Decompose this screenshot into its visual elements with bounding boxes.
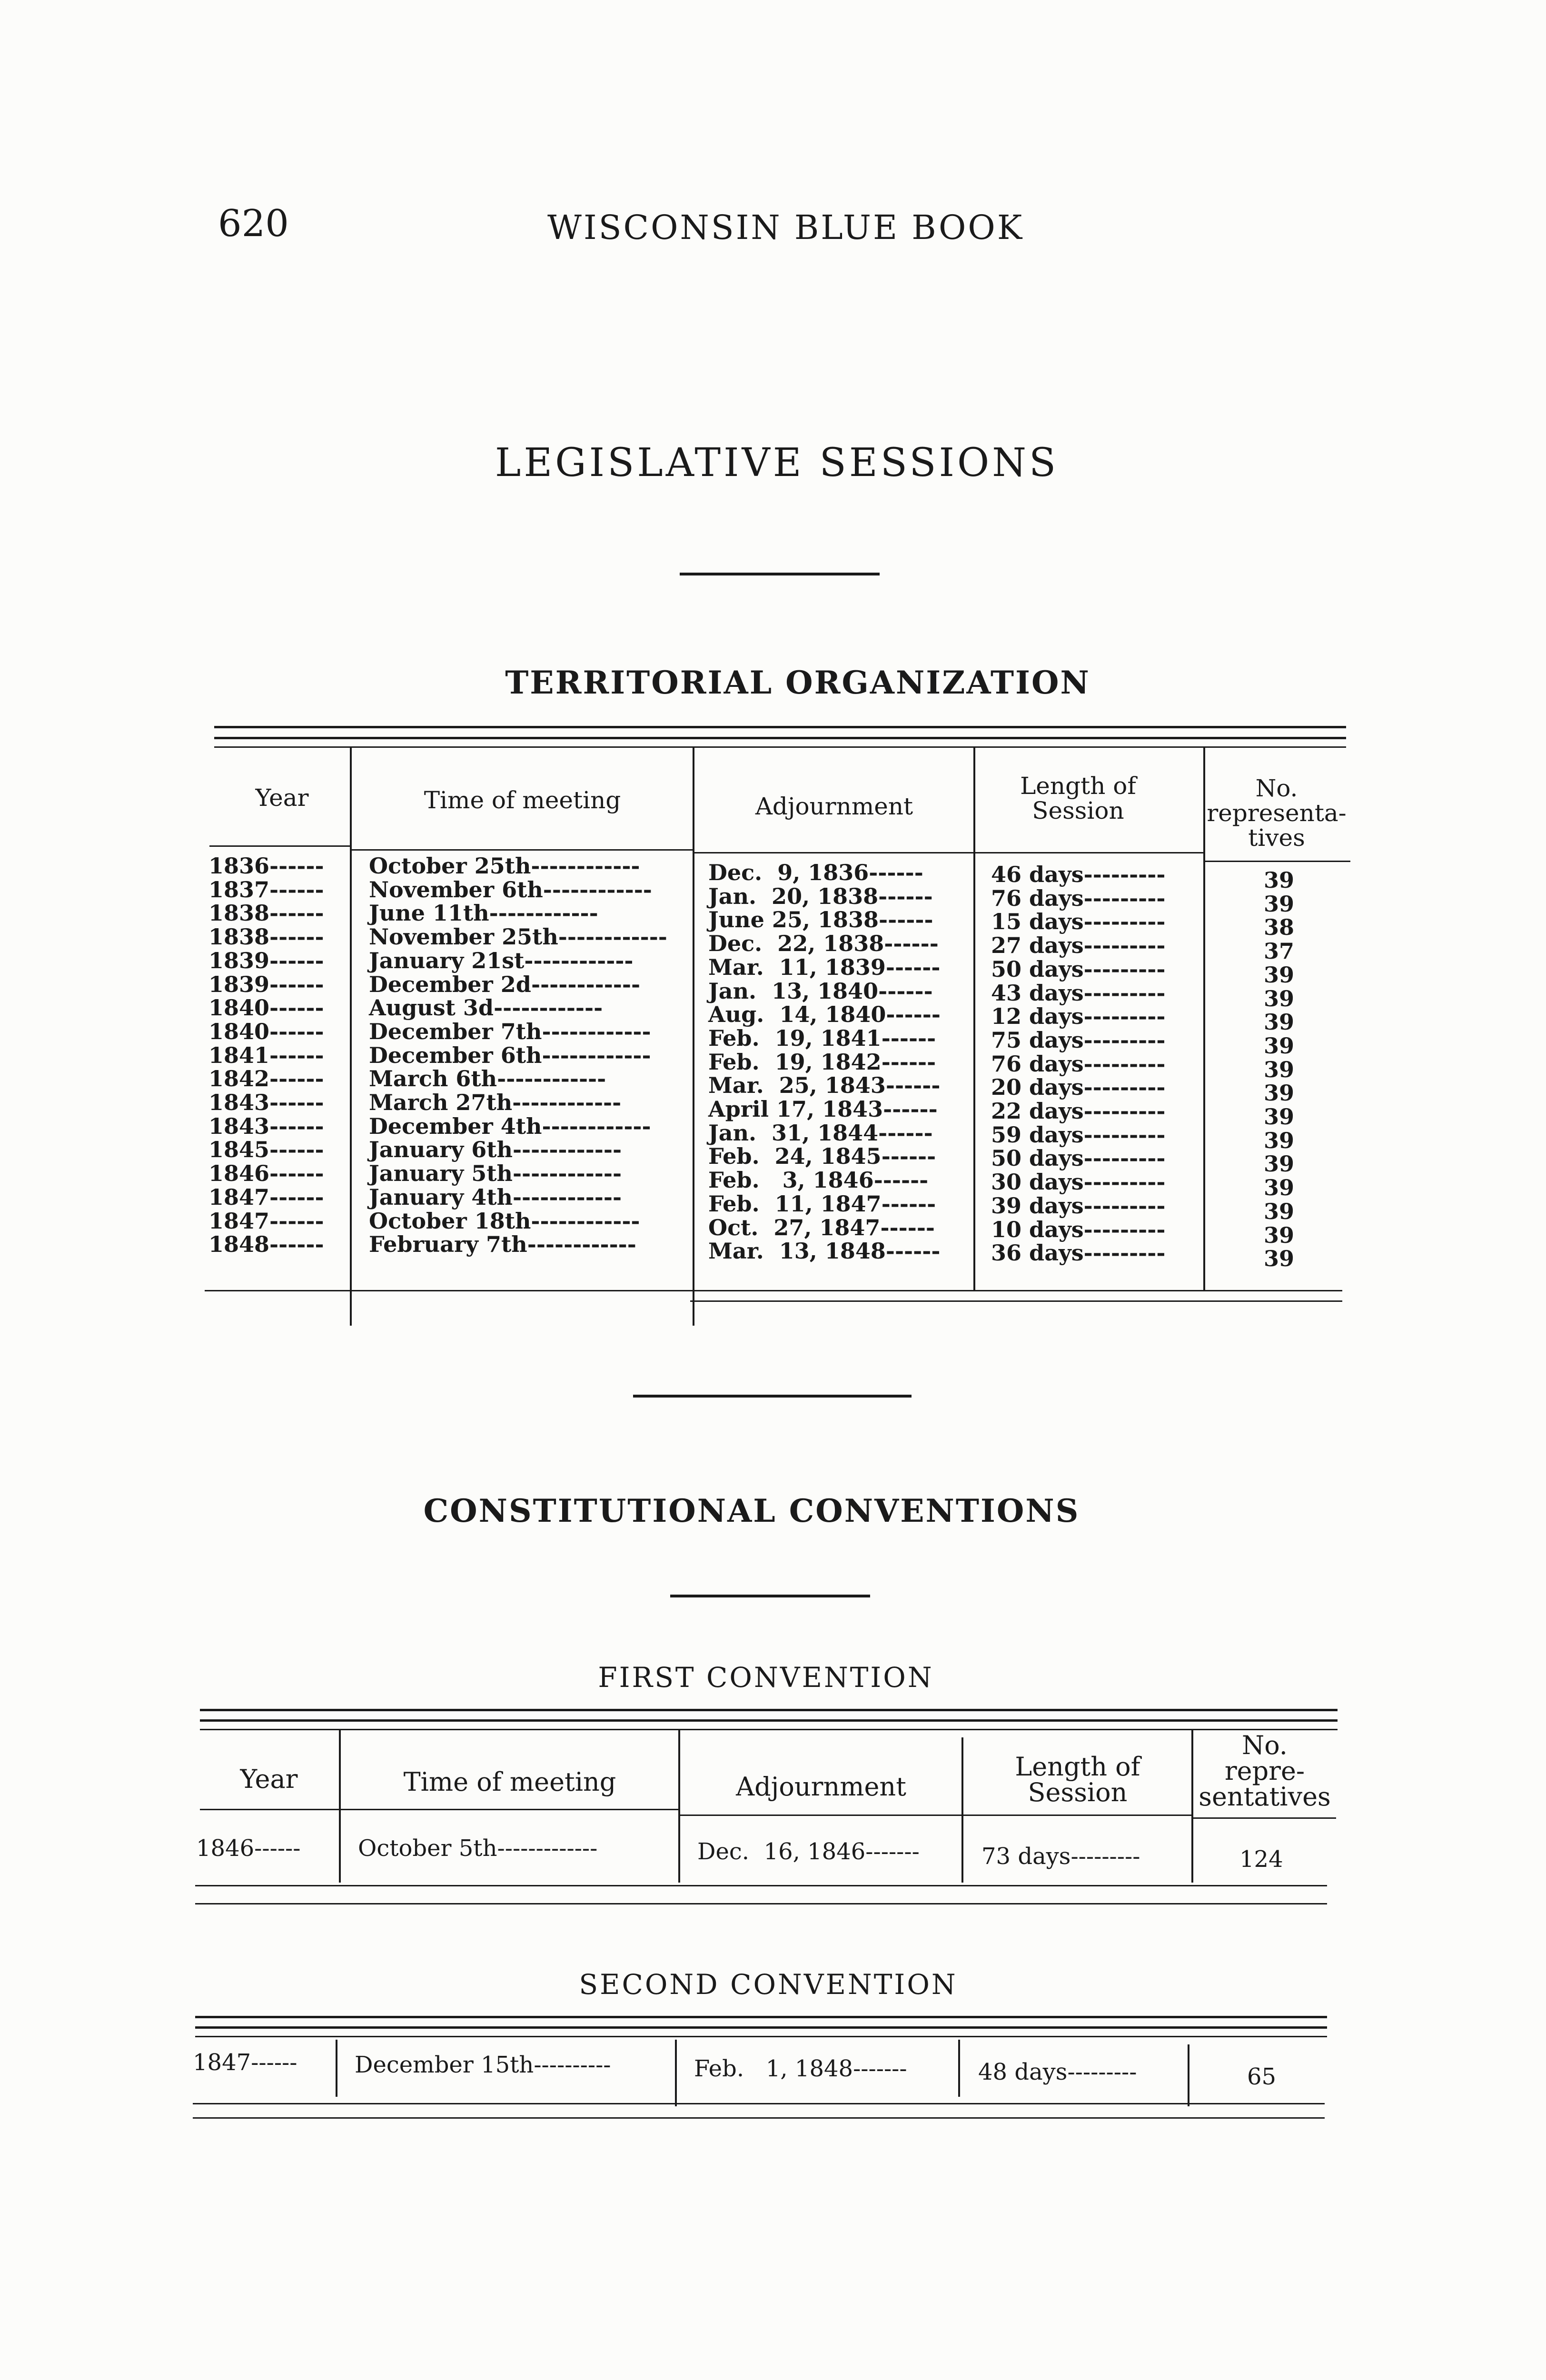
col-divider xyxy=(958,2040,960,2097)
first-year: 1846------ xyxy=(196,1835,301,1862)
table-bottom-rule xyxy=(195,1903,1327,1904)
cell-year-value: 1847 xyxy=(208,1184,270,1210)
cell-length: 75 days--------- xyxy=(991,1027,1166,1053)
page-title xyxy=(0,440,1546,486)
cell-reps-value: 39 xyxy=(1264,962,1295,988)
cell-year-value: 1848 xyxy=(208,1231,270,1258)
cell-meeting: August 3d------------ xyxy=(369,995,603,1021)
header-rule xyxy=(1205,861,1350,862)
cell-year-value: 1842 xyxy=(208,1066,270,1092)
cell-reps xyxy=(1264,940,1294,963)
cell-year-value: 1843 xyxy=(208,1090,270,1115)
cell-meeting: January 4th------------ xyxy=(369,1184,622,1210)
cell-meeting-value: October 25th xyxy=(369,853,531,879)
cell-adjournment: Mar. 25, 1843------ xyxy=(708,1072,941,1099)
cell-meeting: October 25th------------ xyxy=(369,853,640,879)
cell-adjournment: Feb. 3, 1846------ xyxy=(708,1167,929,1193)
cell-year-value: 1839 xyxy=(208,947,270,973)
cell-length-value: 20 days xyxy=(991,1074,1084,1101)
second-year: 1847------ xyxy=(193,2049,297,2076)
cell-year: 1842------ xyxy=(208,1066,324,1092)
cell-reps-value: 39 xyxy=(1264,891,1295,917)
cell-length-value: 30 days xyxy=(991,1169,1084,1195)
table-bottom-rule xyxy=(690,1300,1342,1302)
cell-meeting-value: February 7th xyxy=(369,1231,527,1258)
header-rule xyxy=(680,1815,961,1816)
cell-length: 27 days--------- xyxy=(991,932,1166,959)
cell-year: 1847------ xyxy=(208,1184,324,1210)
cell-adjournment: Dec. 22, 1838------ xyxy=(708,931,939,957)
cell-year-value: 1840 xyxy=(208,995,270,1021)
cell-meeting: January 5th------------ xyxy=(369,1160,622,1187)
cell-year: 1840------ xyxy=(208,995,324,1021)
cell-meeting: February 7th------------ xyxy=(369,1231,636,1258)
cell-reps xyxy=(1264,1105,1294,1129)
cell-length-value: 15 days xyxy=(991,909,1084,935)
table-bottom-rule xyxy=(193,2103,1325,2104)
cell-adjournment-value: Jan. 31, 1844 xyxy=(708,1120,879,1146)
cell-adjournment-value: Mar. 25, 1843 xyxy=(708,1072,886,1099)
cell-year-value: 1847 xyxy=(208,1208,270,1234)
cell-adjournment-value: Feb. 11, 1847 xyxy=(708,1190,882,1217)
col-header-length: Length of Session xyxy=(1015,1752,1140,1807)
cell-adjournment-value: Feb. 19, 1842 xyxy=(708,1049,882,1075)
cell-adjournment-value: Jan. 13, 1840 xyxy=(708,978,879,1004)
cell-adjournment: Feb. 24, 1845------ xyxy=(708,1143,936,1170)
cell-reps xyxy=(1264,1152,1294,1176)
col-header-adjournment: Adjournment xyxy=(736,1772,906,1802)
cell-length: 22 days--------- xyxy=(991,1098,1166,1124)
cell-adjournment: Jan. 13, 1840------ xyxy=(708,978,933,1004)
cell-meeting: December 2d------------ xyxy=(369,971,641,997)
table-top-rule-3 xyxy=(214,746,1346,748)
cell-year: 1839------ xyxy=(208,947,324,973)
second-length: 48 days--------- xyxy=(978,2059,1137,2085)
table-top-rule-3 xyxy=(195,2036,1327,2037)
cell-length: 76 days--------- xyxy=(991,885,1166,911)
cell-reps-value: 39 xyxy=(1264,1222,1295,1248)
page-number: 620 xyxy=(218,202,289,245)
col-divider xyxy=(1188,2044,1189,2106)
cell-meeting-value: June 11th xyxy=(369,900,489,926)
col-header-reps: No. repre- sentatives xyxy=(1199,1730,1331,1812)
cell-adjournment-value: Oct. 27, 1847 xyxy=(708,1214,881,1240)
cell-meeting: December 6th------------ xyxy=(369,1042,651,1068)
cell-year: 1840------ xyxy=(208,1018,324,1044)
cell-adjournment: June 25, 1838------ xyxy=(708,907,933,933)
cell-length-value: 75 days xyxy=(991,1027,1084,1053)
cell-meeting-value: November 6th xyxy=(369,876,543,902)
cell-length: 39 days--------- xyxy=(991,1192,1166,1219)
table-top-rule-3 xyxy=(200,1729,1338,1730)
cell-meeting-value: December 7th xyxy=(369,1018,542,1044)
second-reps: 65 xyxy=(1247,2063,1277,2090)
col-header-year: Year xyxy=(240,1764,298,1794)
cell-adjournment-value: Jan. 20, 1838 xyxy=(708,883,879,909)
cell-adjournment-value: Feb. 24, 1845 xyxy=(708,1143,882,1170)
cell-year: 1838------ xyxy=(208,924,324,950)
cell-reps-value: 39 xyxy=(1264,1009,1295,1035)
cell-reps-value: 39 xyxy=(1264,1032,1295,1059)
cell-meeting: December 7th------------ xyxy=(369,1018,651,1044)
cell-year: 1839------ xyxy=(208,971,324,997)
second-convention-heading: SECOND CONVENTION xyxy=(579,1968,958,2001)
first-convention-heading: FIRST CONVENTION xyxy=(598,1661,934,1694)
cell-reps-value: 37 xyxy=(1264,938,1295,964)
first-length: 73 days--------- xyxy=(981,1843,1140,1870)
cell-reps xyxy=(1264,1176,1294,1200)
cell-meeting: October 18th------------ xyxy=(369,1208,640,1234)
cell-reps-value: 39 xyxy=(1264,1127,1295,1153)
col-header-length: Length of Session xyxy=(1020,772,1136,824)
cell-reps xyxy=(1264,1247,1294,1271)
col-divider xyxy=(973,747,975,1290)
cell-meeting-value: January 6th xyxy=(369,1137,513,1163)
cell-reps-value: 39 xyxy=(1264,1080,1295,1106)
cell-meeting-value: August 3d xyxy=(369,995,494,1021)
cell-year-value: 1845 xyxy=(208,1137,270,1163)
cell-adjournment-value: Dec. 9, 1836 xyxy=(708,860,869,885)
header-rule xyxy=(1193,1817,1336,1819)
col-header-meeting: Time of meeting xyxy=(424,786,621,814)
second-length-value: 48 days xyxy=(978,2059,1068,2085)
table-top-rule-2 xyxy=(195,2026,1327,2029)
header-rule xyxy=(975,852,1203,853)
cell-length: 36 days--------- xyxy=(991,1240,1166,1266)
cell-year: 1841------ xyxy=(208,1042,324,1068)
cell-reps-value: 39 xyxy=(1264,985,1295,1012)
cell-length: 43 days--------- xyxy=(991,980,1166,1006)
cell-adjournment-value: Mar. 13, 1848 xyxy=(708,1238,886,1264)
cell-meeting: March 6th------------ xyxy=(369,1066,606,1092)
cell-meeting-value: December 2d xyxy=(369,971,531,997)
cell-meeting-value: December 4th xyxy=(369,1113,542,1139)
col-divider xyxy=(693,747,694,1326)
cell-year: 1843------ xyxy=(208,1113,324,1139)
header-rule xyxy=(209,845,351,847)
cell-length: 50 days--------- xyxy=(991,1145,1166,1171)
cell-meeting-value: January 5th xyxy=(369,1160,513,1187)
cell-year-value: 1837 xyxy=(208,876,270,902)
cell-meeting-value: January 4th xyxy=(369,1184,513,1210)
cell-length-value: 22 days xyxy=(991,1098,1084,1124)
col-divider xyxy=(350,747,352,1326)
cell-reps xyxy=(1264,1081,1294,1105)
cell-length: 46 days--------- xyxy=(991,862,1166,887)
table-top-rule-2 xyxy=(200,1719,1338,1722)
cell-meeting-value: March 6th xyxy=(369,1066,497,1092)
cell-reps xyxy=(1264,916,1294,940)
cell-reps xyxy=(1264,987,1294,1011)
second-year-value: 1847 xyxy=(193,2049,251,2076)
cell-length-value: 12 days xyxy=(991,1003,1084,1030)
cell-adjournment-value: Aug. 14, 1840 xyxy=(708,1002,886,1028)
cell-year: 1847------ xyxy=(208,1208,324,1234)
section-rule xyxy=(633,1395,912,1398)
cell-length: 30 days--------- xyxy=(991,1169,1166,1195)
second-meeting: December 15th---------- xyxy=(355,2052,611,2078)
cell-length: 76 days--------- xyxy=(991,1051,1166,1077)
cell-length: 59 days--------- xyxy=(991,1121,1166,1148)
cell-meeting-value: November 25th xyxy=(369,924,558,950)
cell-year: 1836------ xyxy=(208,853,324,879)
cell-adjournment-value: Dec. 22, 1838 xyxy=(708,931,884,957)
cell-reps xyxy=(1264,1129,1294,1153)
cell-adjournment: Dec. 9, 1836------ xyxy=(708,860,923,885)
cell-year: 1837------ xyxy=(208,876,324,902)
col-header-year: Year xyxy=(255,784,309,812)
cell-reps xyxy=(1264,1224,1294,1248)
cell-adjournment-value: April 17, 1843 xyxy=(708,1096,883,1122)
cell-year: 1838------ xyxy=(208,900,324,926)
cell-meeting: November 6th------------ xyxy=(369,876,652,902)
cell-adjournment: Mar. 11, 1839------ xyxy=(708,954,941,980)
cell-reps xyxy=(1264,1200,1294,1224)
table-top-rule-2 xyxy=(214,737,1346,739)
col-divider xyxy=(678,1730,680,1883)
conventions-heading: CONSTITUTIONAL CONVENTIONS xyxy=(423,1492,1080,1529)
second-meeting-value: December 15th xyxy=(355,2052,534,2078)
cell-length-value: 27 days xyxy=(991,932,1084,959)
cell-year: 1845------ xyxy=(208,1137,324,1163)
cell-length-value: 39 days xyxy=(991,1192,1084,1219)
header-rule xyxy=(694,852,974,853)
cell-length-value: 50 days xyxy=(991,1145,1084,1171)
cell-length: 12 days--------- xyxy=(991,1003,1166,1030)
cell-year-value: 1846 xyxy=(208,1160,270,1187)
cell-meeting: January 6th------------ xyxy=(369,1137,622,1163)
cell-year: 1843------ xyxy=(208,1090,324,1115)
table-top-rule xyxy=(195,2016,1327,2018)
cell-adjournment: Aug. 14, 1840------ xyxy=(708,1002,941,1028)
cell-adjournment: Jan. 20, 1838------ xyxy=(708,883,933,909)
cell-year-value: 1836 xyxy=(208,853,270,879)
cell-meeting: March 27th------------ xyxy=(369,1090,622,1115)
header-rule xyxy=(200,1809,339,1810)
cell-reps-value: 39 xyxy=(1264,1104,1295,1130)
cell-adjournment: Jan. 31, 1844------ xyxy=(708,1120,933,1146)
col-header-adjournment: Adjournment xyxy=(755,793,913,820)
cell-reps-value: 39 xyxy=(1264,1198,1295,1224)
table-top-rule xyxy=(214,726,1346,728)
cell-reps xyxy=(1264,892,1294,916)
cell-adjournment-value: June 25, 1838 xyxy=(708,907,879,933)
cell-year-value: 1838 xyxy=(208,900,270,926)
cell-length-value: 43 days xyxy=(991,980,1084,1006)
first-year-value: 1846 xyxy=(196,1835,255,1862)
cell-length: 15 days--------- xyxy=(991,909,1166,935)
cell-year-value: 1839 xyxy=(208,971,270,997)
cell-length: 10 days--------- xyxy=(991,1216,1166,1242)
cell-meeting-value: October 18th xyxy=(369,1208,531,1234)
col-divider xyxy=(675,2040,677,2106)
first-adjournment: Dec. 16, 1846------- xyxy=(697,1838,920,1865)
table-bottom-rule xyxy=(205,1290,1342,1291)
cell-adjournment: Oct. 27, 1847------ xyxy=(708,1214,935,1240)
first-meeting-value: October 5th xyxy=(358,1835,497,1862)
header-rule xyxy=(341,1809,678,1810)
second-adjournment-value: Feb. 1, 1848 xyxy=(694,2055,853,2082)
cell-adjournment: April 17, 1843------ xyxy=(708,1096,938,1122)
second-adjournment: Feb. 1, 1848------- xyxy=(694,2055,907,2082)
first-adjournment-value: Dec. 16, 1846 xyxy=(697,1838,866,1865)
cell-year-value: 1843 xyxy=(208,1113,270,1139)
header-rule xyxy=(351,849,693,851)
cell-reps-value: 39 xyxy=(1264,1056,1295,1082)
cell-year: 1846------ xyxy=(208,1160,324,1187)
cell-reps xyxy=(1264,869,1294,892)
cell-meeting-value: January 21st xyxy=(369,947,525,973)
col-divider xyxy=(339,1730,341,1883)
cell-reps xyxy=(1264,1011,1294,1034)
cell-adjournment-value: Mar. 11, 1839 xyxy=(708,954,886,980)
cell-length-value: 76 days xyxy=(991,885,1084,911)
running-head: WISCONSIN BLUE BOOK xyxy=(547,208,1024,247)
cell-length: 50 days--------- xyxy=(991,956,1166,982)
header-rule xyxy=(963,1815,1191,1816)
first-reps: 124 xyxy=(1239,1846,1283,1873)
cell-length-value: 46 days xyxy=(991,862,1084,887)
table-bottom-rule xyxy=(193,2117,1325,2119)
cell-meeting: June 11th------------ xyxy=(369,900,598,926)
cell-adjournment: Feb. 11, 1847------ xyxy=(708,1190,936,1217)
cell-adjournment: Mar. 13, 1848------ xyxy=(708,1238,941,1264)
page-title-text: LEGISLATIVE SESSIONS xyxy=(495,440,1059,486)
cell-reps-value: 39 xyxy=(1264,1246,1295,1272)
first-meeting: October 5th------------- xyxy=(358,1835,598,1862)
cell-reps xyxy=(1264,1058,1294,1082)
col-divider xyxy=(336,2040,337,2097)
cell-length: 20 days--------- xyxy=(991,1074,1166,1101)
cell-reps-value: 39 xyxy=(1264,867,1295,893)
cell-adjournment-value: Feb. 3, 1846 xyxy=(708,1167,874,1193)
cell-meeting: January 21st------------ xyxy=(369,947,634,973)
cell-length-value: 10 days xyxy=(991,1216,1084,1242)
cell-meeting-value: March 27th xyxy=(369,1090,513,1115)
cell-adjournment: Feb. 19, 1841------ xyxy=(708,1025,936,1051)
title-rule xyxy=(680,573,880,575)
cell-length-value: 76 days xyxy=(991,1051,1084,1077)
cell-meeting: December 4th------------ xyxy=(369,1113,651,1139)
cell-reps-value: 38 xyxy=(1264,914,1295,941)
cell-year-value: 1841 xyxy=(208,1042,270,1068)
col-header-reps: No. representa- tives xyxy=(1207,774,1347,852)
first-length-value: 73 days xyxy=(981,1843,1071,1870)
cell-reps-value: 39 xyxy=(1264,1151,1295,1177)
cell-reps xyxy=(1264,1034,1294,1058)
territorial-heading: TERRITORIAL ORGANIZATION xyxy=(505,664,1090,701)
cell-length-value: 36 days xyxy=(991,1240,1084,1266)
table-bottom-rule xyxy=(195,1885,1327,1886)
cell-year-value: 1840 xyxy=(208,1018,270,1044)
cell-year: 1848------ xyxy=(208,1231,324,1258)
conventions-rule xyxy=(670,1595,870,1597)
cell-reps-value: 39 xyxy=(1264,1175,1295,1201)
cell-reps xyxy=(1264,963,1294,987)
cell-meeting: November 25th------------ xyxy=(369,924,667,950)
table-top-rule xyxy=(200,1709,1338,1711)
cell-length-value: 50 days xyxy=(991,956,1084,982)
cell-year-value: 1838 xyxy=(208,924,270,950)
col-header-meeting: Time of meeting xyxy=(403,1767,616,1797)
cell-adjournment: Feb. 19, 1842------ xyxy=(708,1049,936,1075)
cell-length-value: 59 days xyxy=(991,1121,1084,1148)
cell-meeting-value: December 6th xyxy=(369,1042,542,1068)
cell-adjournment-value: Feb. 19, 1841 xyxy=(708,1025,882,1051)
